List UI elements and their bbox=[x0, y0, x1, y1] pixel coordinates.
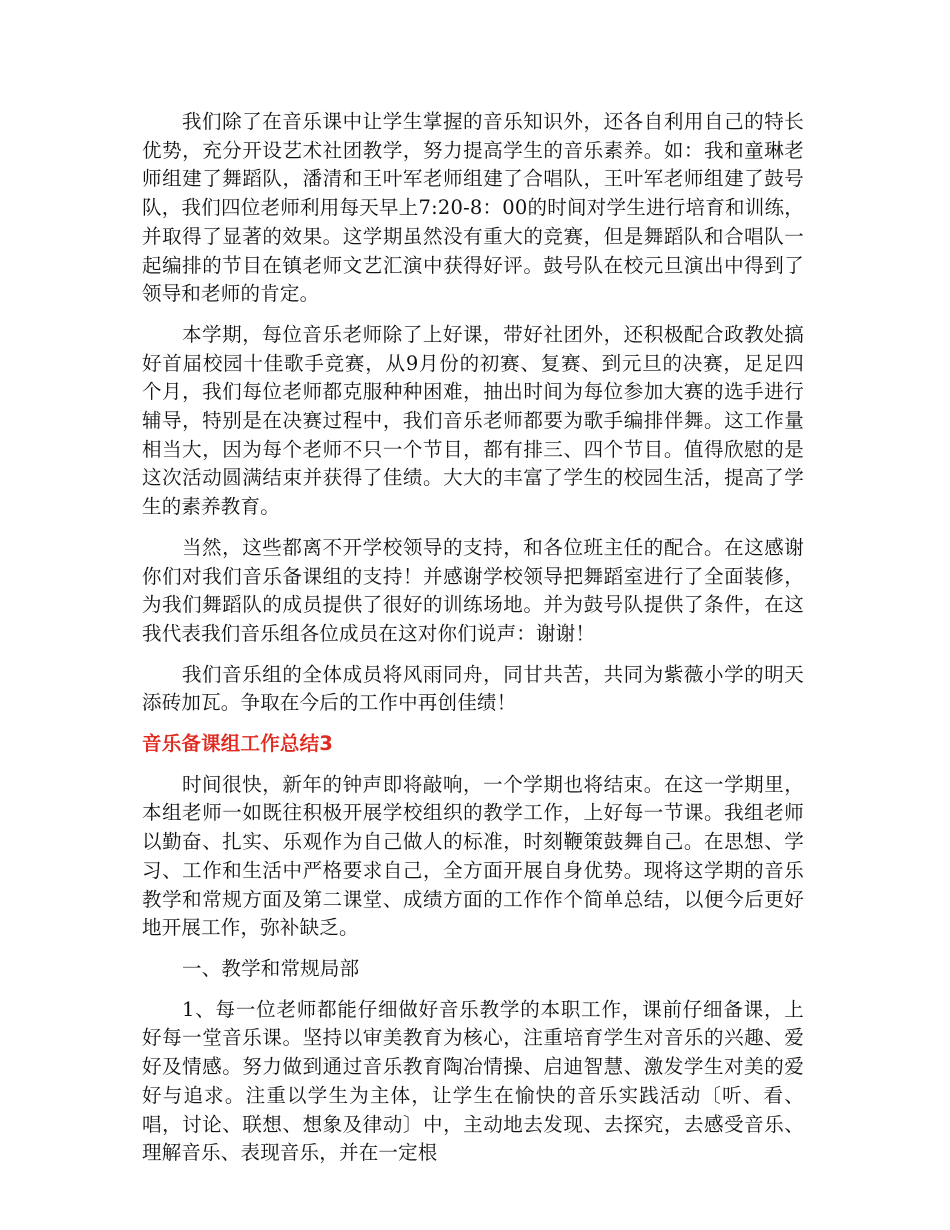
paragraph-thanks: 当然，这些都离不开学校领导的支持，和各位班主任的配合。在这感谢你们对我们音乐备课组的支持！并感谢学校领导把舞蹈室进行了全面装修，为我们舞蹈队的成员提供了很好的训练场地。并为鼓号队提供了条件，在这我代表我们音乐组各位成员在这对你们说声：谢谢！ bbox=[142, 535, 804, 645]
paragraph-singer-contest: 本学期，每位音乐老师除了上好课，带好社团外，还积极配合政教处搞好首届校园十佳歌手竞赛，从9月份的初赛、复赛、到元旦的决赛，足足四个月，我们每位老师都克服种种困难，抽出时间为每位参加大赛的选手进行辅导，特别是在决赛过程中，我们音乐老师都要为歌手编排伴舞。这工作量相当大，因为每个老师不只一个节目，都有排三、四个节目。值得欣慰的是这次活动圆满结束并获得了佳绩。大大的丰富了学生的校园生活，提高了学生的素养教育。 bbox=[142, 322, 804, 519]
paragraph-intro: 时间很快，新年的钟声即将敲响，一个学期也将结束。在这一学期里，本组老师一如既往积极开展学校组织的教学工作，上好每一节课。我组老师以勤奋、扎实、乐观作为自己做人的标准，时刻鞭策鼓舞自己。在思想、学习、工作和生活中严格要求自己，全方面开展自身优势。现将这学期的音乐教学和常规方面及第二课堂、成绩方面的工作作个简单总结，以便今后更好地开展工作，弥补缺乏。 bbox=[142, 772, 804, 940]
paragraph-clubs: 我们除了在音乐课中让学生掌握的音乐知识外，还各自利用自己的特长优势，充分开设艺术社团教学，努力提高学生的音乐素养。如：我和童琳老师组建了舞蹈队，潘清和王叶军老师组建了合唱队，王叶军老师组建了鼓号队，我们四位老师利用每天早上7:20-8：00的时间对学生进行培育和训练，并取得了显著的效果。这学期虽然没有重大的竞赛，但是舞蹈队和合唱队一起编排的节目在镇老师文艺汇演中获得好评。鼓号队在校元旦演出中得到了领导和老师的肯定。 bbox=[142, 110, 804, 306]
paragraph-closing: 我们音乐组的全体成员将风雨同舟，同甘共苦，共同为紫薇小学的明天添砖加瓦。争取在今后的工作中再创佳绩！ bbox=[142, 662, 804, 715]
paragraph-teaching: 1、每一位老师都能仔细做好音乐教学的本职工作，课前仔细备课，上好每一堂音乐课。坚持以审美教育为核心，注重培育学生对音乐的兴趣、爱好及情感。努力做到通过音乐教育陶冶情操、启迪智慧、激发学生对美的爱好与追求。注重以学生为主体，让学生在愉快的音乐实践活动〔听、看、唱，讨论、联想、想象及律动〕中，主动地去发现、去探究，去感受音乐、理解音乐、表现音乐，并在一定根 bbox=[142, 997, 804, 1165]
document-page bbox=[142, 108, 804, 1168]
subsection-title: 一、教学和常规局部 bbox=[181, 956, 360, 980]
section-heading: 音乐备课组工作总结3 bbox=[142, 732, 334, 756]
